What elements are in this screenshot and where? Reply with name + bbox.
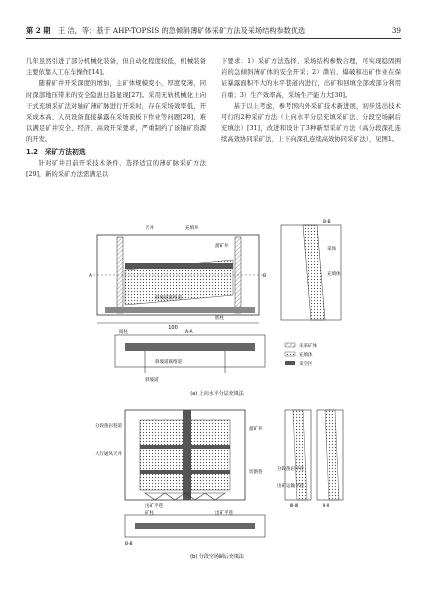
access-label: 人行通风天井 (95, 452, 122, 457)
section-b2-label: B-B (125, 542, 133, 547)
issue-label: 第 2 期 (26, 26, 51, 35)
bottom-pillar-label: 底柱 (215, 316, 224, 321)
figure-1 (85, 215, 350, 563)
right-column (221, 56, 401, 146)
subdrill-label: 分段凿岩巷道 (95, 424, 122, 429)
cut-label: 切割巷 (249, 470, 263, 475)
ore-drift-label: 出矿平巷 (145, 504, 163, 509)
panel-b-plan (125, 509, 265, 547)
section-a-label: A (89, 274, 93, 279)
stope-label: 采场 (327, 247, 336, 252)
fill-body-label: 充填体 (327, 272, 341, 277)
fill-raise-label: 充填井 (185, 226, 199, 231)
page-number: 39 (391, 26, 401, 35)
panel-b-cross-sections (277, 410, 343, 509)
paragraph: 基于以上考虑，参考国内外采矿技术新进展，初步选出技术可行的2种采矿方法（上向水平分层充填采矿法、分段空场嗣后充填法）[31]，改进和设计了3种新型采矿方法（高分段深孔连续高效协同采矿法、上下向深孔连续高效协同采矿法），见图1。 (221, 102, 401, 144)
mine-pillar-label: 矿柱 (145, 511, 154, 516)
paragraph: 随着矿井开采深度的增加，主矿体规模变小，厚度变薄，同时深部地压带来的安全隐患日趋显现[27]。采用无轨机械化上向干式充填采矿法对轴矿薄矿脉进行开采时，存在采场效率低、开采成本高、人员设备直接暴露在采场顶板下作业等问题[28]，难以满足矿井安全、经济、高效开采要求，严重制约了该铀矿资源的开发。 (26, 80, 206, 144)
paragraph: 下要求：1）采矿方法选择、采场结构参数合理，可实现稳固围岩的急倾斜薄矿体的安全开采；2）凿岩、爆破和出矿作业在保证暴露面积不大的水平巷道内进行，出矿和回填全部或部分利用自重；3）生产效率高，采场生产能力大[30]。 (221, 58, 401, 99)
legend-unmined: 未采矿体 (299, 344, 317, 349)
section-bb-label: B-B (323, 220, 331, 225)
legend-fill: 充填体 (299, 353, 313, 358)
section-iii-label: Ⅲ-Ⅲ (290, 504, 298, 509)
section-ii-label: Ⅱ-Ⅱ (323, 504, 330, 509)
paragraph: 针对矿井目前开采技术条件，选择适宜的薄矿脉采矿方法[29]，新的采矿方法需满足以 (26, 159, 206, 179)
draw-label: 出矿平巷 (215, 511, 233, 516)
running-title: 王 洁，等：基于 AHP-TOPSIS 的急倾斜薄矿体采矿方法及采场结构参数优选 (58, 26, 306, 35)
left-column (26, 56, 206, 180)
panel-a-long-section (89, 224, 266, 331)
ore-pass-label: 溜矿井 (249, 427, 263, 432)
caption-a: (a) 上向水平分层充填法 (190, 391, 244, 397)
section-aa-label: A-A (185, 330, 193, 335)
raise-label: 天井 (145, 226, 154, 231)
pillar-label: 间柱 (119, 330, 128, 335)
caption-b: (b) 分段空场嗣后充填法 (190, 554, 244, 560)
section-heading: 1.2 采矿方法初选 (26, 147, 86, 156)
ramp-label: 斜坡道 (145, 378, 159, 383)
running-header (26, 24, 401, 39)
panel-b-long-section (95, 410, 263, 509)
dim-label: 100 (168, 325, 178, 331)
panel-a-plan (115, 328, 265, 383)
legend-a (285, 342, 317, 367)
ore-raise-label: 溜矿井 (215, 244, 229, 249)
drift-b-label: 斜坡道联络道 (155, 360, 182, 365)
haul-label: 出矿运输平巷 (277, 484, 304, 489)
section-b-label: B (263, 274, 267, 279)
panel-a-cross-section (281, 219, 341, 320)
drift-label: 斜坡道联络道 (155, 296, 182, 301)
legend-void: 采空区 (299, 362, 313, 367)
paragraph: 几年虽然引进了部分机械化装备，但自动化程度较低，机械装备主要依靠人工在车操作[14]。 (26, 58, 206, 77)
drill2-label: 分段凿岩平巷 (277, 467, 304, 472)
